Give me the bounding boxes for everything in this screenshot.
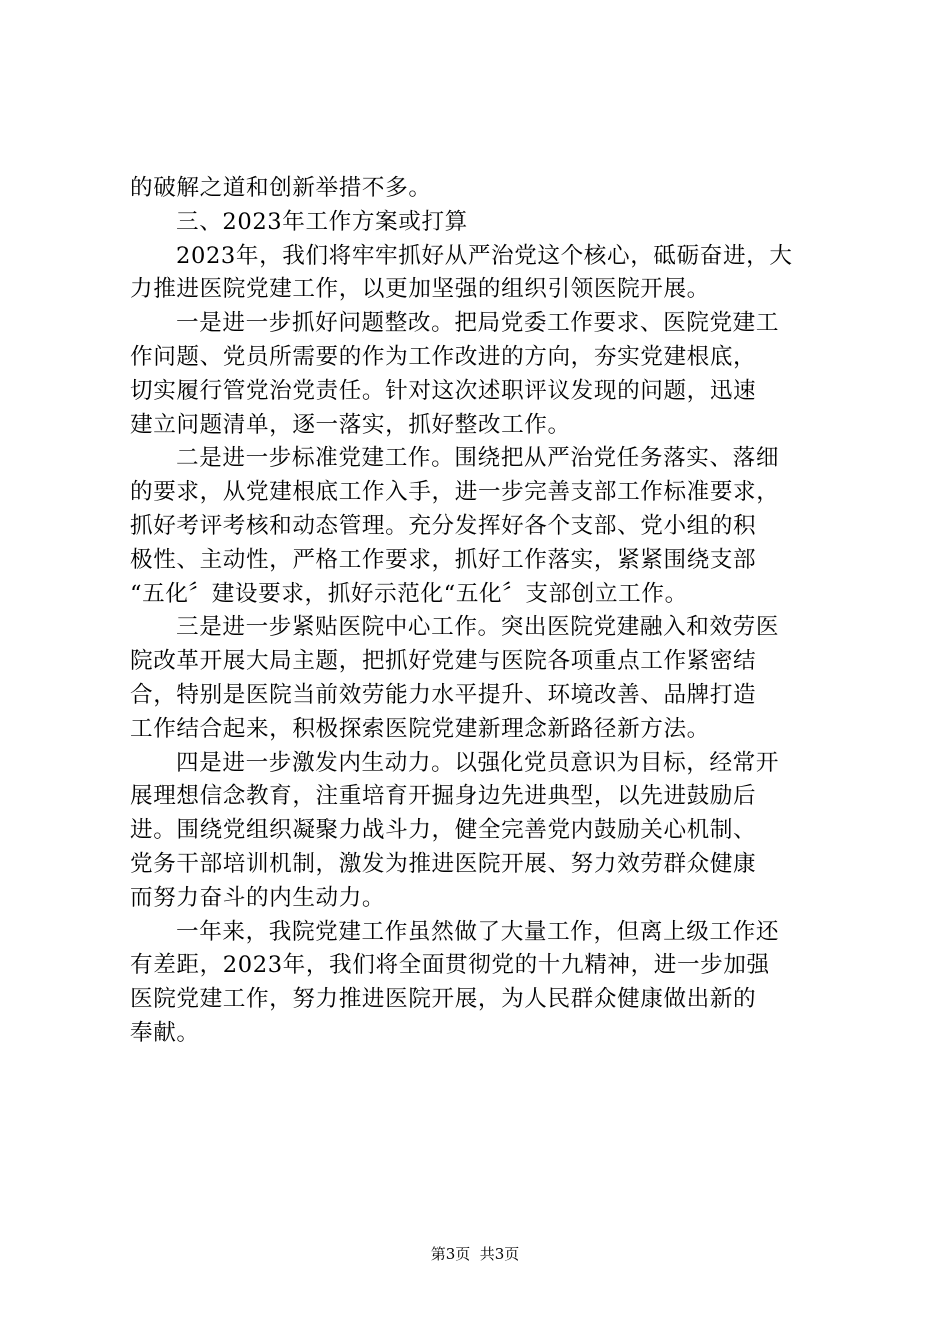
text-line: 三是进一步紧贴医院中心工作。突出医院党建融入和效劳医	[176, 614, 780, 641]
text-line: 极性、主动性，严格工作要求，抓好工作落实，紧紧围绕支部	[130, 546, 757, 573]
text-line: 抓好考评考核和动态管理。充分发挥好各个支部、党小组的积	[130, 512, 757, 539]
text-line: 三、2023年工作方案或打算	[176, 208, 468, 235]
text-line: “五化〞建设要求，抓好示范化“五化〞支部创立工作。	[130, 580, 688, 607]
document-body	[130, 172, 830, 1051]
text-line: 建立问题清单，逐一落实，抓好整改工作。	[130, 411, 571, 438]
text-line: 有差距，2023年，我们将全面贯彻党的十九精神，进一步加强	[130, 952, 770, 979]
text-line: 切实履行管党治党责任。针对这次述职评议发现的问题，迅速	[130, 377, 757, 404]
text-line: 一年来，我院党建工作虽然做了大量工作，但离上级工作还	[176, 918, 780, 945]
text-line: 力推进医院党建工作，以更加坚强的组织引领医院开展。	[130, 276, 710, 303]
text-line: 2023年，我们将牢牢抓好从严治党这个核心，砥砺奋进，大	[176, 242, 793, 269]
text-line: 合，特别是医院当前效劳能力水平提升、环境改善、品牌打造	[130, 681, 757, 708]
text-line: 进。围绕党组织凝聚力战斗力，健全完善党内鼓励关心机制、	[130, 817, 757, 844]
text-line: 而努力奋斗的内生动力。	[130, 884, 386, 911]
text-line: 的要求，从党建根底工作入手，进一步完善支部工作标准要求，	[130, 479, 780, 506]
text-line: 院改革开展大局主题，把抓好党建与医院各项重点工作紧密结	[130, 648, 757, 675]
text-line: 医院党建工作，努力推进医院开展，为人民群众健康做出新的	[130, 986, 757, 1013]
text-line: 工作结合起来，积极探索医院党建新理念新路径新方法。	[130, 715, 710, 742]
text-line: 党务干部培训机制，激发为推进医院开展、努力效劳群众健康	[130, 850, 757, 877]
text-line: 作问题、党员所需要的作为工作改进的方向，夯实党建根底，	[130, 343, 757, 370]
text-line: 一是进一步抓好问题整改。把局党委工作要求、医院党建工	[176, 310, 780, 337]
text-line: 奉献。	[130, 1019, 200, 1046]
page-footer: 第3页 共3页	[430, 1245, 520, 1263]
text-line: 二是进一步标准党建工作。围绕把从严治党任务落实、落细	[176, 445, 780, 472]
text-line: 的破解之道和创新举措不多。	[130, 175, 432, 201]
text-line: 四是进一步激发内生动力。以强化党员意识为目标，经常开	[176, 749, 780, 776]
text-line: 展理想信念教育，注重培育开掘身边先进典型，以先进鼓励后	[130, 783, 757, 810]
